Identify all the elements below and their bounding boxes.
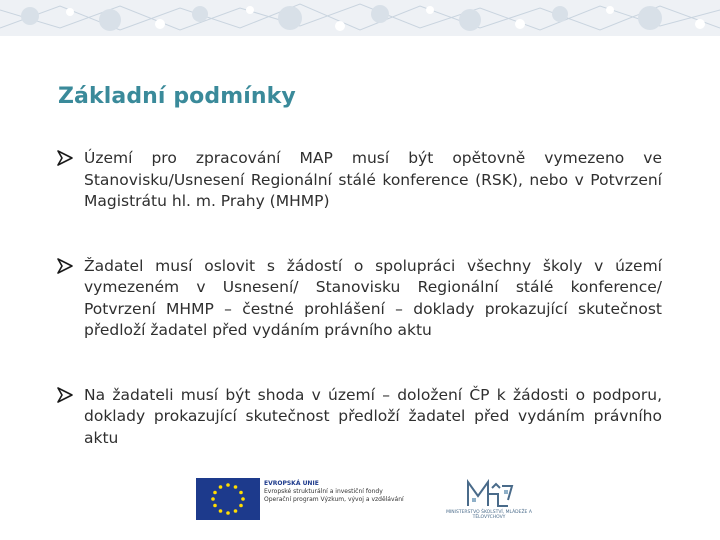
eu-logo-line: Evropské strukturální a investiční fondy [264, 488, 383, 495]
bullet-item [56, 385, 662, 450]
bullet-item [56, 148, 662, 213]
decorative-header-pattern [0, 0, 720, 36]
bullet-text: Na žadateli musí být shoda v území – doložení ČP k žádosti o podporu, doklady prokazující skutečnost předloží žadatel před vydáním právního aktu [84, 385, 662, 447]
arrow-bullet-icon [56, 386, 74, 404]
eu-logo-text [264, 480, 444, 504]
arrow-bullet-icon [56, 257, 74, 275]
eu-logo-heading: EVROPSKÁ UNIE [264, 480, 319, 487]
msmt-logo-label: MINISTERSTVO ŠKOLSTVÍ, MLÁDEŽE A TĚLOVÝCHOVY [446, 510, 532, 520]
arrow-bullet-icon [56, 149, 74, 167]
bullet-text: Území pro zpracování MAP musí být opětovně vymezeno ve Stanovisku/Usnesení Regionální stálé konference (RSK), nebo v Potvrzení Magistrátu hl. m. Prahy (MHMP) [84, 149, 662, 210]
eu-logo-line: Operační program Výzkum, vývoj a vzdělávání [264, 496, 404, 503]
slide-title: Základní podmínky [58, 84, 296, 109]
eu-flag-logo [196, 478, 260, 520]
bullet-text: Žadatel musí oslovit s žádostí o spolupráci všechny školy v území vymezeném v Usnesení/ Stanovisku Regionální stálé konference/ Potvrzení MHMP – čestné prohlášení – doklady prokazující skutečnost předloží žadatel před vydáním právního aktu [84, 256, 662, 339]
bullet-item [56, 256, 662, 342]
bullet-list [56, 148, 662, 449]
footer-logos [196, 476, 536, 522]
